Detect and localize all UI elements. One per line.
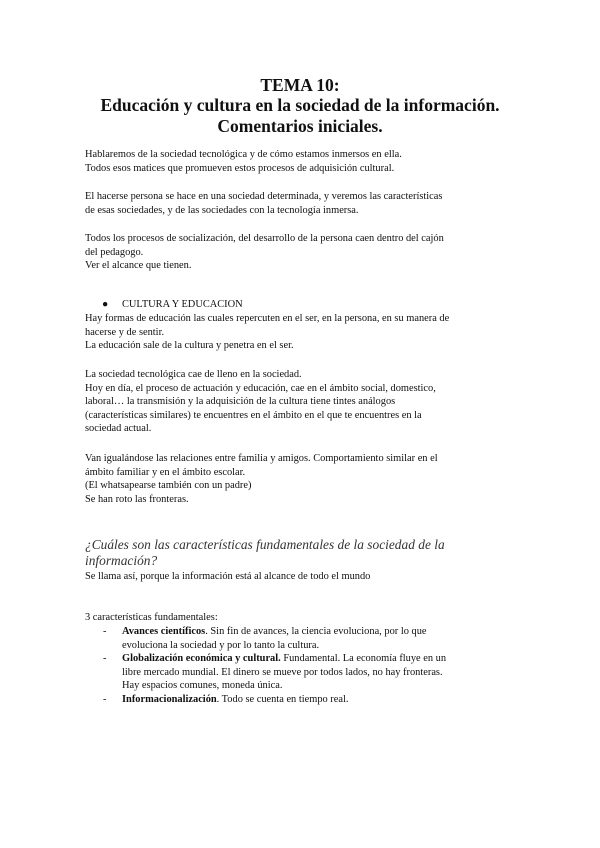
text-line: evoluciona la sociedad y por lo tanto la cultura. xyxy=(122,639,320,651)
text-line: . Sin fin de avances, la ciencia evoluciona, por lo que xyxy=(205,626,427,637)
text-line: Hoy en día, el proceso de actuación y educación, cae en el ámbito social, domestico, xyxy=(85,382,436,394)
intro-paragraph-3 xyxy=(85,232,515,273)
list-item xyxy=(85,652,525,693)
topic-title: Educación y cultura en la sociedad de la información. xyxy=(100,95,500,115)
text-line: sociedad actual. xyxy=(85,423,152,434)
dash-marker: - xyxy=(103,626,107,637)
text-line: (características similares) te encuentres en el ámbito en el que te encuentres en la xyxy=(85,409,422,421)
section-heading: CULTURA Y EDUCACION xyxy=(122,299,243,310)
text-line: Fundamental. La economía fluye en un xyxy=(280,653,447,664)
text-line: Se han roto las fronteras. xyxy=(85,493,189,505)
section1-paragraph-1 xyxy=(85,312,515,353)
topic-number: TEMA 10: xyxy=(260,75,340,95)
text-line: hacerse y de sentir. xyxy=(85,326,165,338)
list-item-term: Globalización económica y cultural. xyxy=(122,653,281,664)
intro-paragraph-1 xyxy=(85,148,515,175)
question-line: ¿Cuáles son las características fundamentales de la sociedad de la xyxy=(85,537,445,552)
text-line: Hay espacios comunes, moneda única. xyxy=(122,680,283,691)
text-line: (El whatsapearse también con un padre) xyxy=(85,480,252,491)
list-intro xyxy=(85,611,515,625)
text-line: Se llama así, porque la información está al alcance de todo el mundo xyxy=(85,571,371,582)
text-line: La educación sale de la cultura y penetra en el ser. xyxy=(85,340,294,351)
characteristics-list xyxy=(85,625,525,706)
section1-paragraph-2 xyxy=(85,368,515,436)
text-line: Hablaremos de la sociedad tecnológica y de cómo estamos inmersos en ella. xyxy=(85,149,402,160)
text-line: laboral… la transmisión y la adquisición de la cultura tiene tintes análogos xyxy=(85,396,396,407)
text-line: El hacerse persona se hace en una sociedad determinada, y veremos las características xyxy=(85,191,443,202)
text-line: Van igualándose las relaciones entre familia y amigos. Comportamiento similar en el xyxy=(85,453,438,464)
section1-paragraph-3 xyxy=(85,452,515,506)
list-item xyxy=(85,625,525,652)
list-item-term: Informacionalización xyxy=(122,693,217,705)
text-line: La sociedad tecnológica cae de lleno en la sociedad. xyxy=(85,369,302,380)
text-line: de esas sociedades, y de las sociedades con la tecnología inmersa. xyxy=(85,204,359,216)
question-answer xyxy=(85,570,515,584)
question-line: información? xyxy=(85,553,158,568)
text-line: . Todo se cuenta en tiempo real. xyxy=(216,693,349,705)
section-question xyxy=(85,537,525,569)
text-line: del pedagogo. xyxy=(85,246,144,258)
topic-subtitle: Comentarios iniciales. xyxy=(217,116,383,136)
text-line: 3 características fundamentales: xyxy=(85,612,218,623)
dash-marker: - xyxy=(103,653,107,664)
text-line: libre mercado mundial. El dinero se mueve por todos lados, no hay fronteras. xyxy=(122,666,443,678)
list-item xyxy=(85,693,525,707)
intro-paragraph-2 xyxy=(85,190,515,217)
section-bullet-cultura xyxy=(102,298,243,312)
list-item-term: Avances científicos xyxy=(122,626,206,637)
text-line: Hay formas de educación las cuales repercuten en el ser, en la persona, en su manera de xyxy=(85,313,450,324)
text-line: Ver el alcance que tienen. xyxy=(85,260,192,271)
text-line: ámbito familiar y en el ámbito escolar. xyxy=(85,466,246,478)
text-line: Todos los procesos de socialización, del desarrollo de la persona caen dentro del cajón xyxy=(85,233,444,244)
text-line: Todos esos matices que promueven estos procesos de adquisición cultural. xyxy=(85,162,395,174)
dash-marker: - xyxy=(103,693,107,705)
bullet-icon: ● xyxy=(102,299,109,310)
